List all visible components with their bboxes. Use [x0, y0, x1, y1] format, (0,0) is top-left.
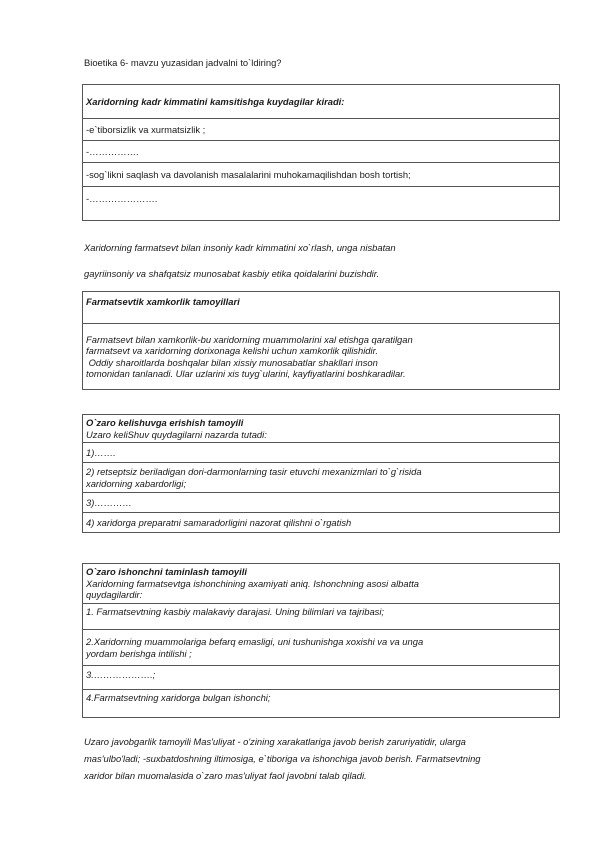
table-dignity-violations: [82, 84, 560, 221]
table-agreement-principle: [82, 414, 560, 533]
table-row-line: 2.Xaridorning muammolariga befarq emasligi, uni tushunishga xoxishi va va unga: [86, 636, 424, 647]
paragraph-2-line: xaridor bilan muomalasida o`zaro mas'uliyat faol javobni talab qiladi.: [84, 770, 367, 781]
table2-body-line: farmatsevt va xaridorning dorixonaga kelishi uchun xamkorlik qilishidir.: [86, 345, 378, 356]
table3-header: [83, 415, 560, 443]
table-row: 4.Farmatsevtning xaridorga bulgan ishonchi;: [83, 690, 560, 718]
paragraph-2-line: mas'ulbo'ladi; -suxbatdoshning iltimosiga, e`tiboriga va ishonchiga javob berish. Farmatsevtning: [84, 753, 481, 764]
table2-header: Farmatsevtik xamkorlik tamoyillari: [83, 292, 560, 324]
table4-intro-line: Xaridorning farmatsevtga ishonchining axamiyati aniq. Ishonchning asosi albatta: [86, 577, 420, 589]
table4-intro-line: quydagilardir:: [86, 589, 143, 601]
page-heading: Bioetika 6- mavzu yuzasidan jadvalni to`ldiring?: [84, 57, 282, 68]
table4-title: O`zaro ishonchni taminlash tamoyili: [86, 566, 247, 578]
paragraph-1: [84, 238, 396, 284]
table3-subtitle: Uzaro keliShuv quydagilarni nazarda tutadi:: [86, 428, 267, 440]
paragraph-1-line: gayriinsoniy va shafqatsiz munosabat kasbiy etika qoidalarini buzishdir.: [84, 268, 380, 279]
table-row-line: 2) retseptsiz beriladigan dori-darmonlarning tasir etuvchi mexanizmlari to`g`risida: [86, 466, 422, 477]
paragraph-2: [84, 733, 481, 784]
table-row: -e`tiborsizlik va xurmatsizlik ;: [83, 119, 560, 141]
table4-header: [83, 564, 560, 604]
table-row: 1)…….: [83, 443, 560, 463]
table-row: [83, 463, 560, 493]
table-row: -sog`likni saqlash va davolanish masalalarini muhokamaqilishdan bosh tortish;: [83, 163, 560, 187]
table-trust-principle: [82, 563, 560, 718]
table2-body-line: tomonidan tanlanadi. Ular uzlarini xis tuyg`ularini, kayfiyatlarini boshkaradilar.: [86, 368, 406, 379]
table-row-line: xaridorning xabardorligi;: [86, 477, 187, 489]
paragraph-2-line: Uzaro javobgarlik tamoyili Mas'uliyat - o'zining xarakatlariga javob berish zaruriyatidir, ularga: [84, 736, 466, 747]
table3-title: O`zaro kelishuvga erishish tamoyili: [86, 417, 244, 428]
table2-body: [83, 324, 560, 390]
table-row: 1. Farmatsevtning kasbiy malakaviy darajasi. Uning bilimlari va tajribasi;: [83, 604, 560, 630]
table-row: -…………….: [83, 141, 560, 163]
table2-body-line: Oddiy sharoitlarda boshqalar bilan xissiy munosabatlar shakllari inson: [86, 356, 378, 368]
table1-header: Xaridorning kadr kimmatini kamsitishga kuydagilar kiradi:: [83, 85, 560, 119]
table-row: 4) xaridorga preparatni samaradorligini nazorat qilishni o`rgatish: [83, 513, 560, 533]
table2-body-line: Farmatsevt bilan xamkorlik-bu xaridorning muammolarini xal etishga qaratilgan: [86, 333, 413, 345]
table-row-line: yordam berishga intilishi ;: [86, 647, 192, 659]
table-cooperation-principles: [82, 291, 560, 390]
table-row: [83, 630, 560, 666]
table-row: -………………….: [83, 187, 560, 221]
table-row: 3.……………….;: [83, 666, 560, 690]
paragraph-1-line: Xaridorning farmatsevt bilan insoniy kadr kimmatini xo`rlash, unga nisbatan: [84, 242, 396, 253]
table-row: 3)…………: [83, 493, 560, 513]
